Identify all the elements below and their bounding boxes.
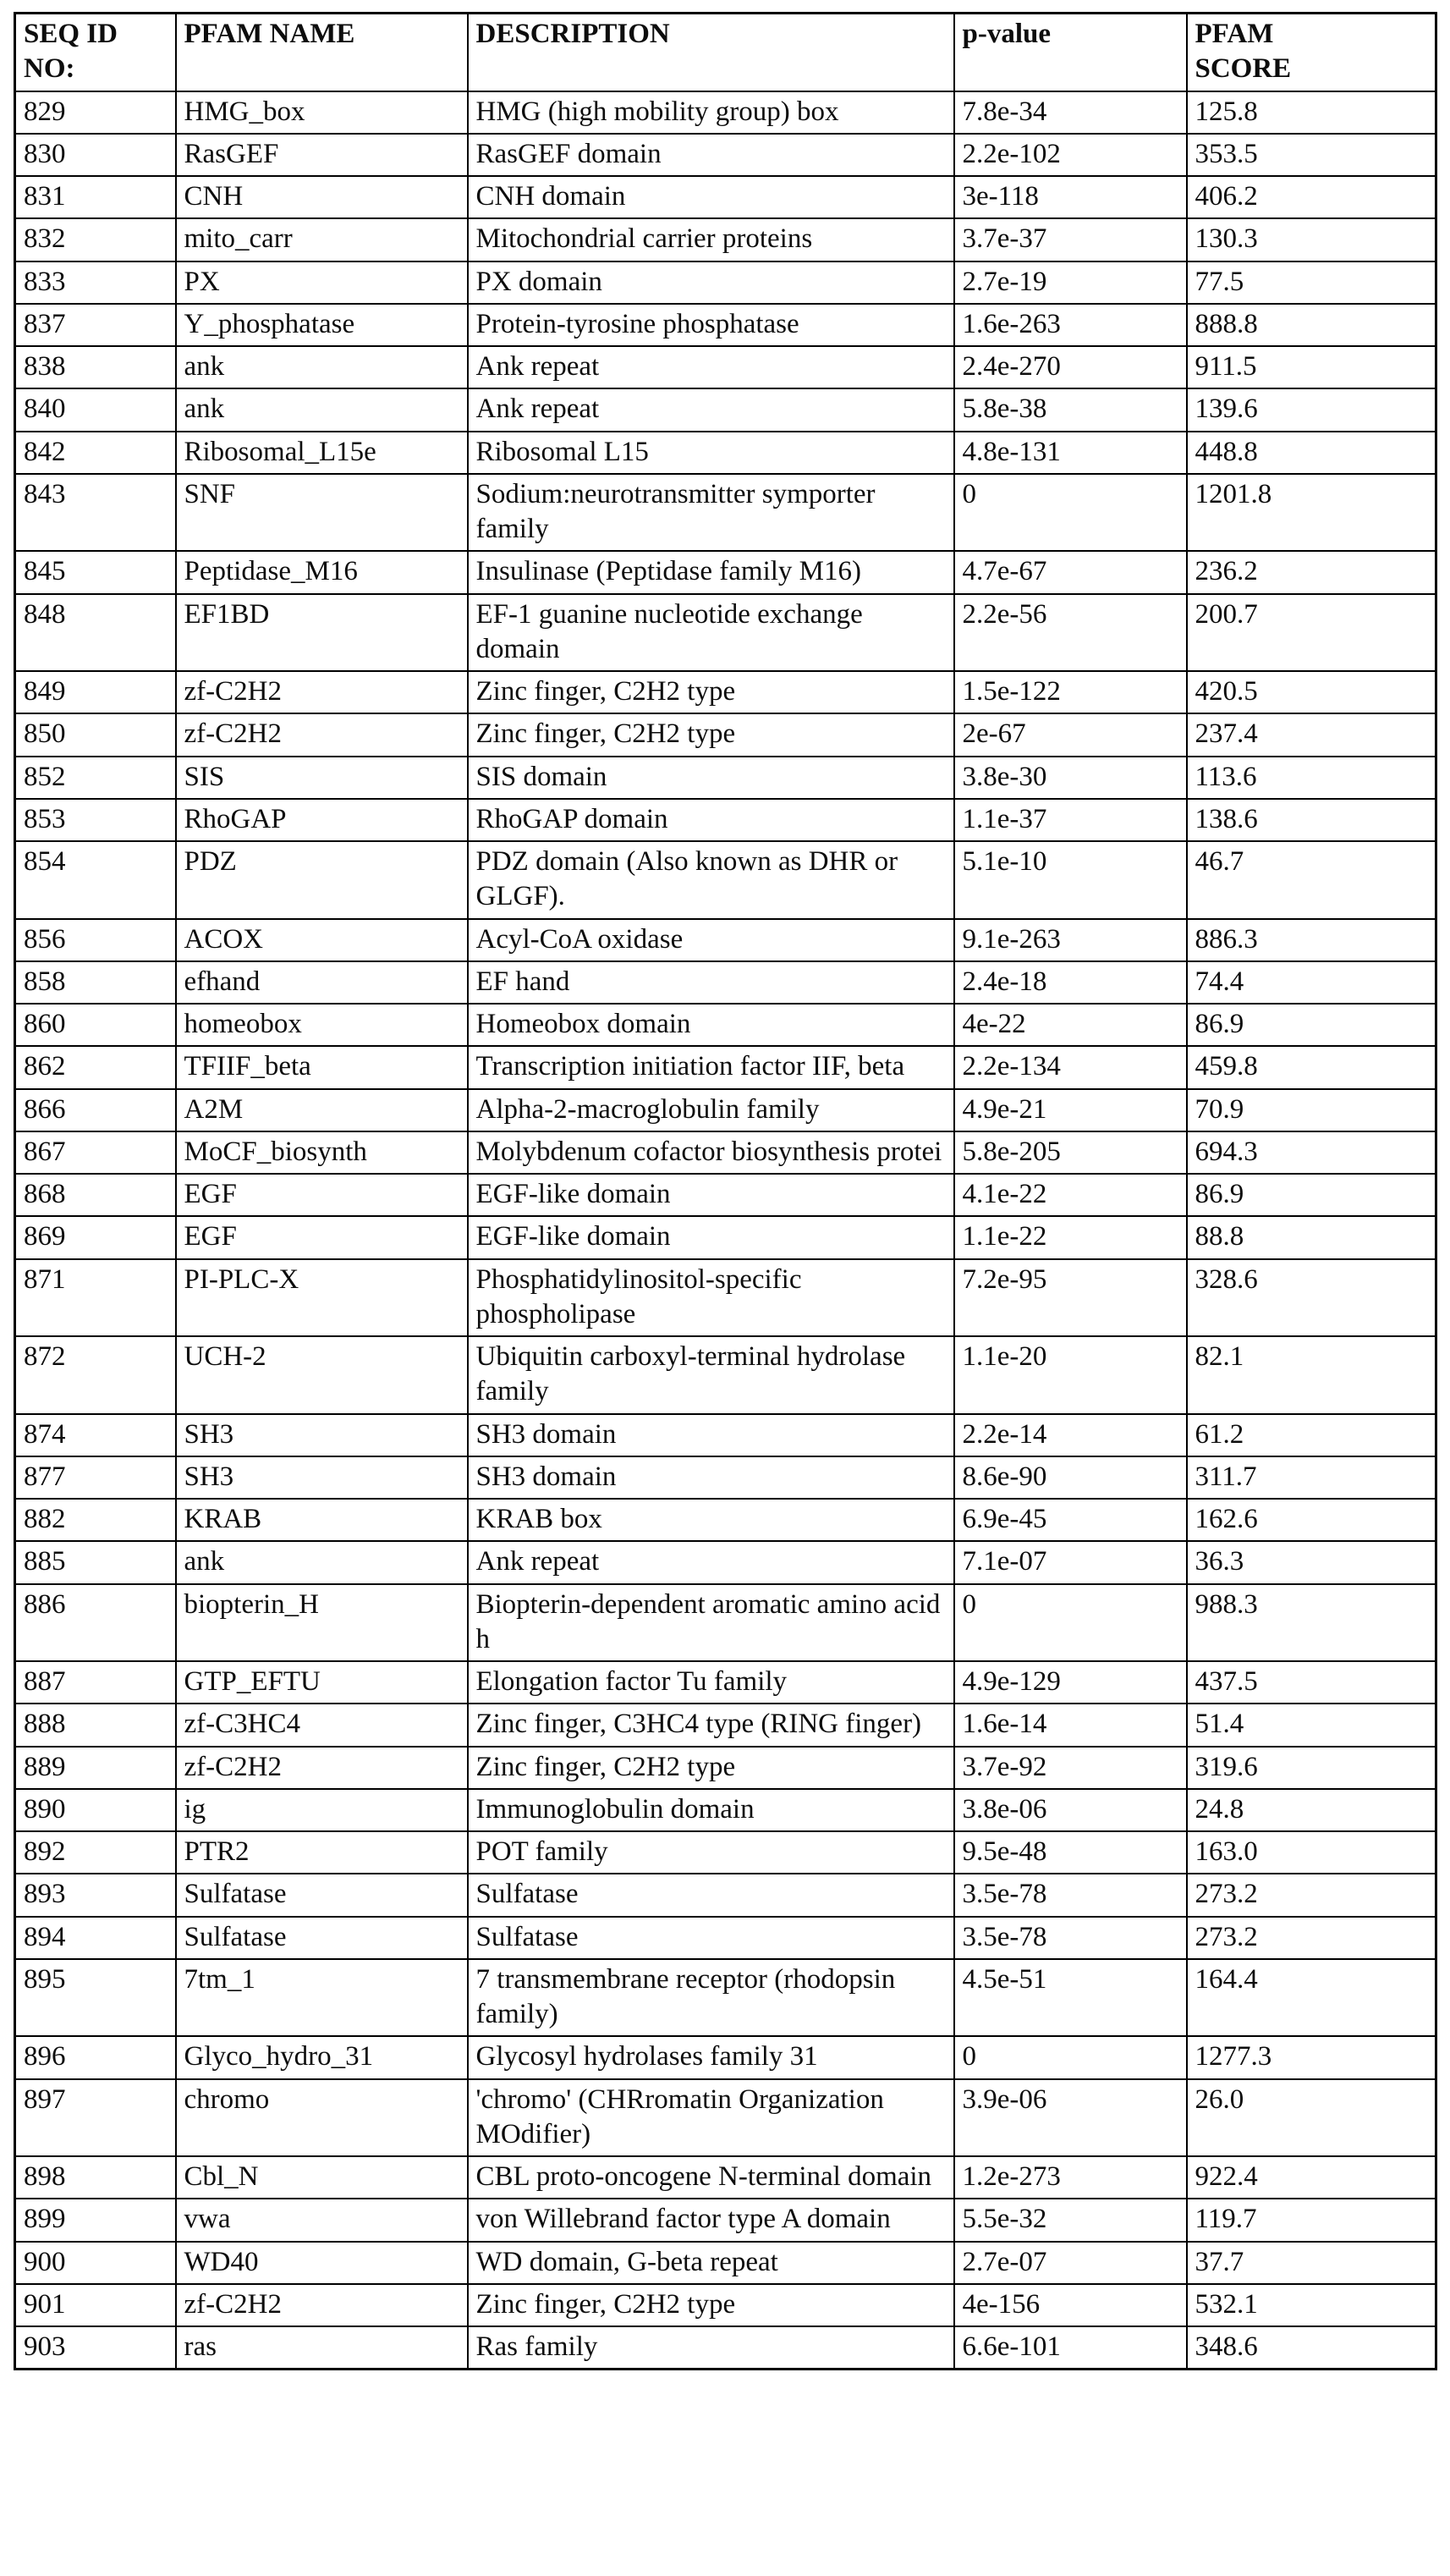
cell-pfam-score: 420.5	[1187, 671, 1436, 713]
cell-p-value: 5.8e-205	[954, 1131, 1187, 1174]
cell-pfam-name: 7tm_1	[176, 1959, 468, 2037]
cell-description: Mitochondrial carrier proteins	[468, 218, 954, 261]
cell-pfam-name: Ribosomal_L15e	[176, 432, 468, 474]
cell-description: Elongation factor Tu family	[468, 1661, 954, 1704]
table-row	[15, 1216, 1436, 1258]
cell-description: Biopterin-dependent aromatic amino acid h	[468, 1584, 954, 1662]
cell-description: 'chromo' (CHRromatin Organization MOdifier)	[468, 2079, 954, 2157]
cell-description: Protein-tyrosine phosphatase	[468, 304, 954, 346]
cell-seq-id: 899	[15, 2199, 176, 2241]
cell-p-value: 4e-22	[954, 1004, 1187, 1046]
cell-p-value: 0	[954, 1584, 1187, 1662]
cell-p-value: 8.6e-90	[954, 1456, 1187, 1499]
cell-pfam-score: 24.8	[1187, 1789, 1436, 1831]
cell-p-value: 7.8e-34	[954, 91, 1187, 134]
cell-seq-id: 838	[15, 346, 176, 388]
cell-pfam-score: 353.5	[1187, 134, 1436, 176]
table-row	[15, 1259, 1436, 1337]
cell-p-value: 3.5e-78	[954, 1917, 1187, 1959]
cell-p-value: 2.4e-18	[954, 961, 1187, 1004]
cell-p-value: 2.2e-56	[954, 594, 1187, 672]
cell-pfam-name: ras	[176, 2326, 468, 2370]
table-row	[15, 1584, 1436, 1662]
cell-description: EF hand	[468, 961, 954, 1004]
table-row	[15, 2326, 1436, 2370]
cell-pfam-name: RhoGAP	[176, 799, 468, 841]
cell-description: 7 transmembrane receptor (rhodopsin family)	[468, 1959, 954, 2037]
pfam-table-body	[15, 91, 1436, 2370]
cell-seq-id: 832	[15, 218, 176, 261]
cell-pfam-score: 200.7	[1187, 594, 1436, 672]
cell-pfam-score: 162.6	[1187, 1499, 1436, 1541]
cell-pfam-name: ank	[176, 346, 468, 388]
cell-seq-id: 852	[15, 757, 176, 799]
cell-seq-id: 830	[15, 134, 176, 176]
cell-pfam-name: zf-C2H2	[176, 713, 468, 756]
cell-seq-id: 842	[15, 432, 176, 474]
cell-pfam-name: Sulfatase	[176, 1917, 468, 1959]
cell-pfam-score: 70.9	[1187, 1089, 1436, 1131]
cell-seq-id: 833	[15, 261, 176, 304]
cell-seq-id: 898	[15, 2156, 176, 2199]
cell-pfam-name: MoCF_biosynth	[176, 1131, 468, 1174]
cell-pfam-name: WD40	[176, 2242, 468, 2284]
cell-pfam-name: SH3	[176, 1456, 468, 1499]
cell-pfam-score: 74.4	[1187, 961, 1436, 1004]
header-pfam-score: PFAM SCORE	[1187, 14, 1436, 91]
cell-pfam-name: zf-C2H2	[176, 2284, 468, 2326]
cell-p-value: 1.1e-20	[954, 1336, 1187, 1414]
cell-pfam-score: 82.1	[1187, 1336, 1436, 1414]
cell-seq-id: 854	[15, 841, 176, 919]
cell-p-value: 2.2e-102	[954, 134, 1187, 176]
cell-seq-id: 877	[15, 1456, 176, 1499]
cell-seq-id: 869	[15, 1216, 176, 1258]
cell-p-value: 5.1e-10	[954, 841, 1187, 919]
cell-pfam-name: GTP_EFTU	[176, 1661, 468, 1704]
cell-p-value: 2.7e-07	[954, 2242, 1187, 2284]
cell-description: CNH domain	[468, 176, 954, 218]
cell-pfam-name: biopterin_H	[176, 1584, 468, 1662]
table-row	[15, 2199, 1436, 2241]
cell-pfam-score: 26.0	[1187, 2079, 1436, 2157]
cell-seq-id: 831	[15, 176, 176, 218]
cell-seq-id: 872	[15, 1336, 176, 1414]
cell-description: Ank repeat	[468, 388, 954, 431]
cell-description: Zinc finger, C2H2 type	[468, 2284, 954, 2326]
cell-pfam-name: zf-C2H2	[176, 671, 468, 713]
cell-pfam-score: 694.3	[1187, 1131, 1436, 1174]
cell-seq-id: 862	[15, 1046, 176, 1088]
cell-p-value: 3.9e-06	[954, 2079, 1187, 2157]
cell-pfam-score: 163.0	[1187, 1831, 1436, 1874]
table-row	[15, 1704, 1436, 1746]
cell-pfam-name: HMG_box	[176, 91, 468, 134]
table-row	[15, 594, 1436, 672]
cell-pfam-name: mito_carr	[176, 218, 468, 261]
cell-seq-id: 900	[15, 2242, 176, 2284]
cell-seq-id: 829	[15, 91, 176, 134]
cell-description: WD domain, G-beta repeat	[468, 2242, 954, 2284]
cell-seq-id: 892	[15, 1831, 176, 1874]
cell-p-value: 9.5e-48	[954, 1831, 1187, 1874]
cell-p-value: 5.5e-32	[954, 2199, 1187, 2241]
cell-pfam-name: EGF	[176, 1216, 468, 1258]
cell-pfam-name: A2M	[176, 1089, 468, 1131]
cell-p-value: 4.8e-131	[954, 432, 1187, 474]
table-row	[15, 1004, 1436, 1046]
table-row	[15, 2156, 1436, 2199]
table-row	[15, 1661, 1436, 1704]
cell-p-value: 5.8e-38	[954, 388, 1187, 431]
cell-description: POT family	[468, 1831, 954, 1874]
cell-pfam-score: 130.3	[1187, 218, 1436, 261]
cell-seq-id: 888	[15, 1704, 176, 1746]
cell-p-value: 4.7e-67	[954, 551, 1187, 593]
cell-pfam-score: 348.6	[1187, 2326, 1436, 2370]
cell-description: Sulfatase	[468, 1917, 954, 1959]
cell-p-value: 3.8e-30	[954, 757, 1187, 799]
cell-pfam-name: TFIIF_beta	[176, 1046, 468, 1088]
cell-description: SH3 domain	[468, 1456, 954, 1499]
header-description: DESCRIPTION	[468, 14, 954, 91]
table-row	[15, 1747, 1436, 1789]
table-row	[15, 799, 1436, 841]
cell-pfam-score: 988.3	[1187, 1584, 1436, 1662]
table-row	[15, 961, 1436, 1004]
cell-pfam-name: UCH-2	[176, 1336, 468, 1414]
cell-seq-id: 856	[15, 919, 176, 961]
cell-pfam-score: 125.8	[1187, 91, 1436, 134]
cell-pfam-score: 86.9	[1187, 1174, 1436, 1216]
cell-pfam-score: 328.6	[1187, 1259, 1436, 1337]
cell-pfam-score: 532.1	[1187, 2284, 1436, 2326]
cell-pfam-score: 888.8	[1187, 304, 1436, 346]
table-row	[15, 713, 1436, 756]
cell-pfam-name: ank	[176, 1541, 468, 1583]
cell-seq-id: 866	[15, 1089, 176, 1131]
cell-description: Glycosyl hydrolases family 31	[468, 2036, 954, 2078]
cell-seq-id: 871	[15, 1259, 176, 1337]
table-row	[15, 841, 1436, 919]
cell-pfam-name: SIS	[176, 757, 468, 799]
cell-p-value: 2.2e-134	[954, 1046, 1187, 1088]
cell-description: EGF-like domain	[468, 1174, 954, 1216]
cell-p-value: 0	[954, 2036, 1187, 2078]
header-p-value: p-value	[954, 14, 1187, 91]
cell-seq-id: 903	[15, 2326, 176, 2370]
cell-p-value: 2.7e-19	[954, 261, 1187, 304]
cell-pfam-score: 459.8	[1187, 1046, 1436, 1088]
table-row	[15, 1089, 1436, 1131]
cell-seq-id: 893	[15, 1874, 176, 1916]
cell-pfam-name: Glyco_hydro_31	[176, 2036, 468, 2078]
cell-seq-id: 868	[15, 1174, 176, 1216]
cell-p-value: 2.4e-270	[954, 346, 1187, 388]
cell-p-value: 9.1e-263	[954, 919, 1187, 961]
cell-p-value: 7.2e-95	[954, 1259, 1187, 1337]
table-row	[15, 1046, 1436, 1088]
cell-description: PX domain	[468, 261, 954, 304]
table-row	[15, 1174, 1436, 1216]
cell-seq-id: 901	[15, 2284, 176, 2326]
table-row	[15, 1131, 1436, 1174]
table-row	[15, 1456, 1436, 1499]
cell-pfam-name: Cbl_N	[176, 2156, 468, 2199]
cell-seq-id: 837	[15, 304, 176, 346]
cell-description: Ank repeat	[468, 1541, 954, 1583]
cell-p-value: 1.6e-14	[954, 1704, 1187, 1746]
cell-p-value: 4e-156	[954, 2284, 1187, 2326]
cell-pfam-name: Y_phosphatase	[176, 304, 468, 346]
cell-pfam-score: 46.7	[1187, 841, 1436, 919]
cell-p-value: 1.1e-22	[954, 1216, 1187, 1258]
cell-pfam-score: 164.4	[1187, 1959, 1436, 2037]
cell-p-value: 4.5e-51	[954, 1959, 1187, 2037]
cell-pfam-score: 311.7	[1187, 1456, 1436, 1499]
table-row	[15, 176, 1436, 218]
cell-pfam-score: 36.3	[1187, 1541, 1436, 1583]
table-row	[15, 388, 1436, 431]
cell-pfam-score: 448.8	[1187, 432, 1436, 474]
cell-seq-id: 887	[15, 1661, 176, 1704]
cell-pfam-score: 113.6	[1187, 757, 1436, 799]
cell-pfam-score: 237.4	[1187, 713, 1436, 756]
cell-description: KRAB box	[468, 1499, 954, 1541]
cell-pfam-name: efhand	[176, 961, 468, 1004]
table-row	[15, 1499, 1436, 1541]
cell-description: RasGEF domain	[468, 134, 954, 176]
cell-description: PDZ domain (Also known as DHR or GLGF).	[468, 841, 954, 919]
cell-p-value: 3.7e-92	[954, 1747, 1187, 1789]
table-row	[15, 346, 1436, 388]
cell-description: Sodium:neurotransmitter symporter family	[468, 474, 954, 552]
cell-seq-id: 882	[15, 1499, 176, 1541]
cell-pfam-name: ACOX	[176, 919, 468, 961]
table-row	[15, 474, 1436, 552]
cell-seq-id: 886	[15, 1584, 176, 1662]
cell-description: EF-1 guanine nucleotide exchange domain	[468, 594, 954, 672]
header-pfam-name: PFAM NAME	[176, 14, 468, 91]
cell-description: Zinc finger, C3HC4 type (RING finger)	[468, 1704, 954, 1746]
cell-pfam-score: 922.4	[1187, 2156, 1436, 2199]
cell-description: Immunoglobulin domain	[468, 1789, 954, 1831]
cell-pfam-name: CNH	[176, 176, 468, 218]
table-row	[15, 2284, 1436, 2326]
cell-seq-id: 850	[15, 713, 176, 756]
cell-seq-id: 895	[15, 1959, 176, 2037]
cell-pfam-score: 77.5	[1187, 261, 1436, 304]
cell-pfam-score: 1277.3	[1187, 2036, 1436, 2078]
cell-description: Zinc finger, C2H2 type	[468, 671, 954, 713]
cell-pfam-score: 119.7	[1187, 2199, 1436, 2241]
cell-pfam-score: 88.8	[1187, 1216, 1436, 1258]
cell-seq-id: 874	[15, 1414, 176, 1456]
cell-seq-id: 843	[15, 474, 176, 552]
cell-pfam-score: 319.6	[1187, 1747, 1436, 1789]
cell-description: Alpha-2-macroglobulin family	[468, 1089, 954, 1131]
cell-description: Ribosomal L15	[468, 432, 954, 474]
cell-description: Molybdenum cofactor biosynthesis protei	[468, 1131, 954, 1174]
cell-p-value: 3.8e-06	[954, 1789, 1187, 1831]
table-row	[15, 2079, 1436, 2157]
table-row	[15, 1336, 1436, 1414]
cell-pfam-score: 273.2	[1187, 1874, 1436, 1916]
table-row	[15, 1874, 1436, 1916]
cell-pfam-score: 138.6	[1187, 799, 1436, 841]
cell-seq-id: 853	[15, 799, 176, 841]
cell-p-value: 4.9e-21	[954, 1089, 1187, 1131]
cell-p-value: 3e-118	[954, 176, 1187, 218]
cell-pfam-name: Peptidase_M16	[176, 551, 468, 593]
cell-pfam-name: zf-C2H2	[176, 1747, 468, 1789]
cell-p-value: 6.9e-45	[954, 1499, 1187, 1541]
cell-p-value: 4.1e-22	[954, 1174, 1187, 1216]
cell-pfam-name: ig	[176, 1789, 468, 1831]
cell-pfam-name: KRAB	[176, 1499, 468, 1541]
cell-seq-id: 860	[15, 1004, 176, 1046]
table-row	[15, 671, 1436, 713]
cell-seq-id: 897	[15, 2079, 176, 2157]
cell-seq-id: 848	[15, 594, 176, 672]
cell-description: Acyl-CoA oxidase	[468, 919, 954, 961]
table-row	[15, 757, 1436, 799]
cell-seq-id: 889	[15, 1747, 176, 1789]
cell-p-value: 1.6e-263	[954, 304, 1187, 346]
cell-description: Zinc finger, C2H2 type	[468, 713, 954, 756]
cell-pfam-name: EF1BD	[176, 594, 468, 672]
cell-description: Ras family	[468, 2326, 954, 2370]
cell-pfam-score: 1201.8	[1187, 474, 1436, 552]
pfam-results-table	[14, 12, 1437, 2370]
cell-pfam-name: homeobox	[176, 1004, 468, 1046]
cell-pfam-name: zf-C3HC4	[176, 1704, 468, 1746]
cell-seq-id: 896	[15, 2036, 176, 2078]
cell-pfam-name: SNF	[176, 474, 468, 552]
table-row	[15, 1789, 1436, 1831]
cell-seq-id: 867	[15, 1131, 176, 1174]
cell-seq-id: 858	[15, 961, 176, 1004]
cell-p-value: 3.7e-37	[954, 218, 1187, 261]
cell-pfam-name: PX	[176, 261, 468, 304]
cell-seq-id: 849	[15, 671, 176, 713]
cell-p-value: 4.9e-129	[954, 1661, 1187, 1704]
table-row	[15, 1541, 1436, 1583]
cell-description: Ubiquitin carboxyl-terminal hydrolase family	[468, 1336, 954, 1414]
cell-pfam-name: ank	[176, 388, 468, 431]
cell-pfam-score: 437.5	[1187, 1661, 1436, 1704]
cell-pfam-score: 911.5	[1187, 346, 1436, 388]
cell-description: Sulfatase	[468, 1874, 954, 1916]
cell-seq-id: 890	[15, 1789, 176, 1831]
cell-seq-id: 894	[15, 1917, 176, 1959]
cell-pfam-score: 139.6	[1187, 388, 1436, 431]
cell-pfam-name: PTR2	[176, 1831, 468, 1874]
cell-seq-id: 840	[15, 388, 176, 431]
cell-pfam-score: 273.2	[1187, 1917, 1436, 1959]
cell-description: EGF-like domain	[468, 1216, 954, 1258]
cell-pfam-score: 61.2	[1187, 1414, 1436, 1456]
table-row	[15, 1831, 1436, 1874]
table-row	[15, 261, 1436, 304]
cell-pfam-score: 406.2	[1187, 176, 1436, 218]
cell-seq-id: 845	[15, 551, 176, 593]
cell-pfam-score: 86.9	[1187, 1004, 1436, 1046]
table-row	[15, 304, 1436, 346]
table-row	[15, 919, 1436, 961]
cell-description: Phosphatidylinositol-specific phospholipase	[468, 1259, 954, 1337]
cell-description: SIS domain	[468, 757, 954, 799]
table-row	[15, 218, 1436, 261]
table-row	[15, 134, 1436, 176]
cell-description: CBL proto-oncogene N-terminal domain	[468, 2156, 954, 2199]
cell-p-value: 1.2e-273	[954, 2156, 1187, 2199]
cell-p-value: 0	[954, 474, 1187, 552]
cell-description: SH3 domain	[468, 1414, 954, 1456]
cell-pfam-score: 236.2	[1187, 551, 1436, 593]
cell-pfam-score: 886.3	[1187, 919, 1436, 961]
cell-p-value: 1.5e-122	[954, 671, 1187, 713]
cell-pfam-name: EGF	[176, 1174, 468, 1216]
cell-pfam-score: 37.7	[1187, 2242, 1436, 2284]
table-row	[15, 1959, 1436, 2037]
cell-pfam-name: chromo	[176, 2079, 468, 2157]
cell-pfam-name: PDZ	[176, 841, 468, 919]
cell-pfam-name: PI-PLC-X	[176, 1259, 468, 1337]
cell-description: Transcription initiation factor IIF, beta	[468, 1046, 954, 1088]
table-row	[15, 1414, 1436, 1456]
cell-description: HMG (high mobility group) box	[468, 91, 954, 134]
cell-pfam-name: SH3	[176, 1414, 468, 1456]
table-row	[15, 432, 1436, 474]
cell-description: Ank repeat	[468, 346, 954, 388]
cell-description: Zinc finger, C2H2 type	[468, 1747, 954, 1789]
cell-pfam-name: RasGEF	[176, 134, 468, 176]
table-row	[15, 91, 1436, 134]
cell-pfam-score: 51.4	[1187, 1704, 1436, 1746]
cell-description: RhoGAP domain	[468, 799, 954, 841]
table-row	[15, 1917, 1436, 1959]
cell-p-value: 2.2e-14	[954, 1414, 1187, 1456]
table-row	[15, 2036, 1436, 2078]
cell-seq-id: 885	[15, 1541, 176, 1583]
cell-pfam-name: Sulfatase	[176, 1874, 468, 1916]
cell-p-value: 6.6e-101	[954, 2326, 1187, 2370]
table-row	[15, 2242, 1436, 2284]
cell-p-value: 7.1e-07	[954, 1541, 1187, 1583]
cell-p-value: 1.1e-37	[954, 799, 1187, 841]
cell-description: Homeobox domain	[468, 1004, 954, 1046]
cell-description: Insulinase (Peptidase family M16)	[468, 551, 954, 593]
header-seq-id-no: SEQ ID NO:	[15, 14, 176, 91]
cell-p-value: 2e-67	[954, 713, 1187, 756]
cell-pfam-name: vwa	[176, 2199, 468, 2241]
cell-p-value: 3.5e-78	[954, 1874, 1187, 1916]
table-row	[15, 551, 1436, 593]
table-header-row	[15, 14, 1436, 91]
cell-description: von Willebrand factor type A domain	[468, 2199, 954, 2241]
